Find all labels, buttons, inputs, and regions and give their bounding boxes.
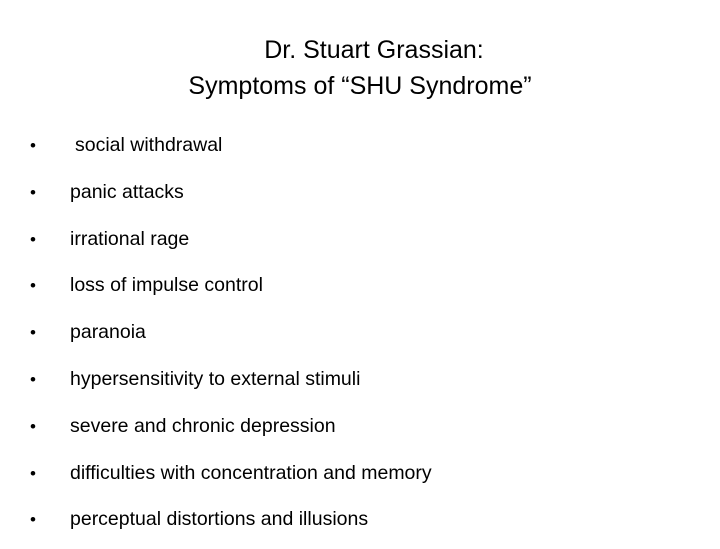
list-item	[30, 222, 432, 269]
list-item-text: loss of impulse control	[70, 274, 263, 297]
title-line-1: Dr. Stuart Grassian:	[264, 36, 484, 64]
bullet-icon: •	[30, 136, 36, 155]
list-item-text: perceptual distortions and illusions	[70, 508, 369, 531]
list-item-text: paranoia	[70, 321, 146, 344]
list-item-text: difficulties with concentration and memory	[70, 461, 432, 484]
list-item	[30, 268, 432, 315]
slide-title	[0, 32, 720, 104]
bullet-icon: •	[30, 369, 36, 389]
list-item-text: panic attacks	[70, 180, 184, 203]
list-item-text: severe and chronic depression	[70, 414, 336, 437]
bullet-icon: •	[30, 276, 36, 296]
list-item	[30, 362, 432, 409]
list-item-text: social withdrawal	[75, 134, 223, 156]
list-item	[30, 502, 432, 549]
list-item	[30, 409, 432, 456]
bullet-icon: •	[30, 229, 36, 249]
list-item	[30, 128, 432, 175]
list-item	[30, 315, 432, 362]
list-item	[30, 175, 432, 222]
bullet-icon: •	[30, 182, 36, 202]
symptom-list	[30, 128, 432, 549]
list-item-text: hypersensitivity to external stimuli	[70, 367, 361, 390]
bullet-icon: •	[30, 463, 36, 483]
bullet-icon: •	[30, 510, 36, 530]
bullet-icon: •	[30, 416, 36, 436]
bullet-icon: •	[30, 323, 36, 343]
title-line-2: Symptoms of “SHU Syndrome”	[188, 72, 532, 100]
list-item-text: irrational rage	[70, 227, 190, 250]
list-item	[30, 456, 432, 503]
